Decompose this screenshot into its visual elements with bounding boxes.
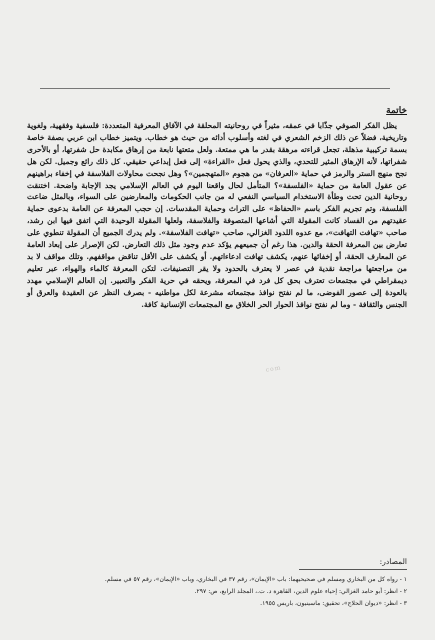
body-paragraph: يظل الفكر الصوفي جذّابا في عمقه، مثيراً في روحانيته المحلقة في الآفاق المعرفية المتعددة: فلسفية وفقهية، ولغوية وتاريخية، فضلاً عن ذلك الزخم الشعري في لغته وأسلوب أدائه من حيث هو خطاب. ويتميز خطاب ابن عربي بصفة خاصة بسمة تركيبية مذهلة، تجعل قراءته مرهقة بقدر ما هي ممتعة. ولعل متعتها نابعة من إرهاق مكابدة حل شفرتها، أو بالأحرى شفراتها، لأنه الإرهاق المثير للتحدي، والذي يحول فعل «القراءة» إلى فعل إبداعي حقيقي. كل ذلك رائع وجميل. لكن هل نجح منهج الستر والرمز في حماية «العرفان» من هجوم «المتهجمين»؟ وهل نجحت محاولات الفلاسفة في إخفاء براهينهم عن عقول العامة من حماية «الفلسفة»؟ المتأمل لحال واقعنا اليوم في العالم الإسلامي يجد الإجابة واضحة. اختنقت روحانية الدين تحت وطأة الاستخدام السياسي النفعي له من جانب الحكومات والمعارضين على السواء، وبالمثل ضاعت الفلسفة، وتم تجريم الفكر باسم «الحفاظ» على التراث وحماية المقدسات. إن حجب المعرفة عن العامة بدعوى حماية عقيدتهم من الفساد كانت المقولة التي أشاعها المتصوفة والفلاسفة، ولعلها المقولة الوحيدة التي اتفق فيها ابن رشد، صاحب «تهافت التهافت»، مع عدوه اللدود الغزالي، صاحب «تهافت الفلاسفة». ولم يدرك الجميع أن المقولة تنطوي على تعارض بين المعرفة الحقة والدين. هذا رغم أن جميعهم يؤكد عدم وجود مثل ذلك التعارض. لكن الإصرار على إبعاد العامة عن المعارف الحقة، أو إخفائها عنهم، يكشف تهافت ادعاءاتهم. أو يكشف على الأقل تناقض مواقفهم. وتلك مواقف لا بد من مراجعتها مراجعة نقدية في عصر لا يعترف بالحدود ولا يقر التصنيفات. لتكن المعرفة كالماء والهواء، عبر تعليم ديمقراطي في مجتمعات تعترف بحق كل فرد في المعرفة، ويحقه في حرية الفكر والتعبير. إن العالم الإسلامي مهدد بالعودة إلى عصور الفوضى، ما لم نفتح نوافذ مجتمعاته مشرعة لكل مواطنيه - بصرف النظر عن العقيدة والعرق أو الجنس والثقافة - وما لم نفتح نوافذ الحوار الحر الخلاق مع المجتمعات الإنسانية كافة.	[27, 121, 407, 309]
references-list	[27, 575, 407, 610]
body-text	[27, 120, 407, 311]
reference-item: ١ - رواه كل من البخاري ومسلم في صحيحيهما: باب «الإيمان»، رقم ٣٧ في البخاري، وباب «الإيمان»، رقم ٥٧ في مسلم.	[104, 576, 407, 583]
references-divider	[299, 569, 407, 570]
references-heading: المصادر:	[379, 557, 407, 566]
reference-item: ٣ - انظر: «ديوان الحلاج»، تحقيق: ماسينيون، باريس ١٩٥٥.	[260, 599, 407, 607]
top-divider	[40, 88, 390, 89]
reference-item: ٢ - انظر: أبو حامد الغزالي: إحياء علوم الدين، القاهرة د. ت.، المجلد الرابع، ص: ٢٩٧.	[194, 587, 407, 595]
watermark: com	[265, 364, 282, 374]
section-title: خاتمة	[386, 106, 407, 116]
